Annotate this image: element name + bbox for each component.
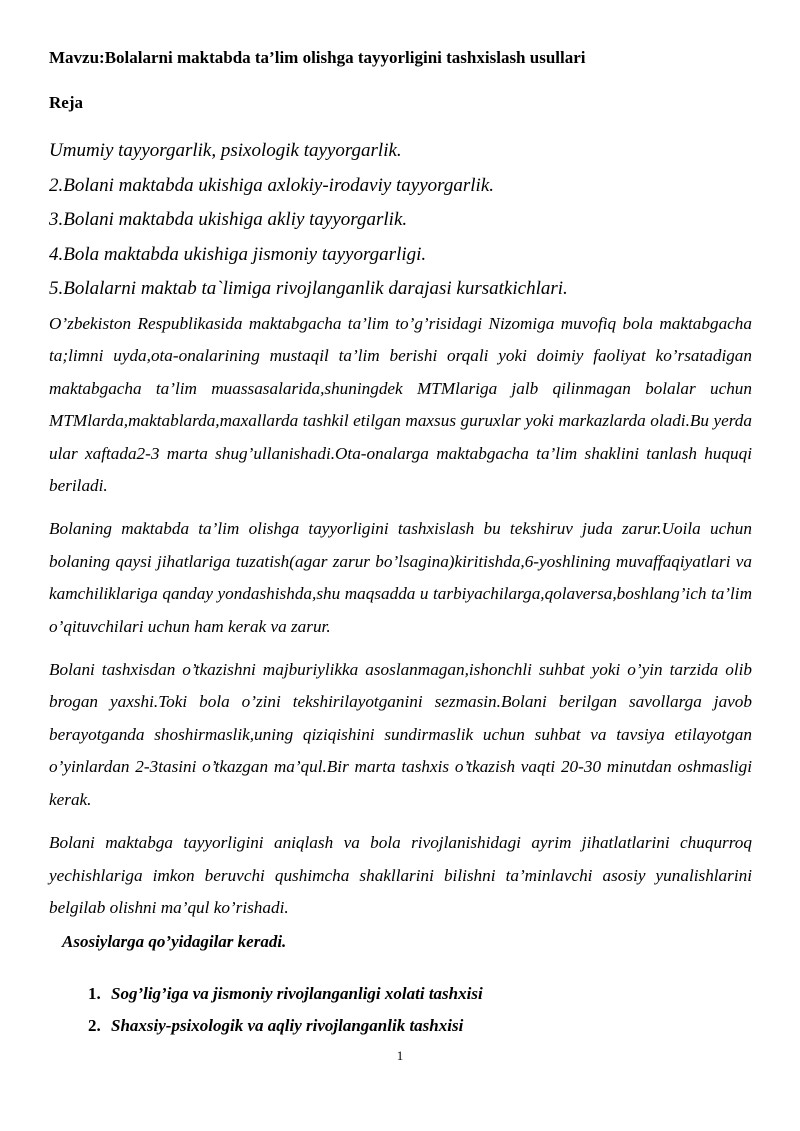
list-item-number: 2. (88, 1016, 101, 1035)
list-item (88, 978, 483, 1010)
plan-item: 3.Bolani maktabda ukishiga akliy tayyorgarlik. (49, 209, 408, 230)
list-item (88, 1010, 483, 1042)
document-title: Mavzu:Bolalarni maktabda ta’lim olishga tayyorligini tashxislash usullari (49, 48, 586, 67)
plan-item: 2.Bolani maktabda ukishiga axlokiy-irodaviy tayyorgarlik. (49, 174, 494, 196)
plan-item: 4.Bola maktabda ukishiga jismoniy tayyorgarligi. (49, 243, 427, 265)
plan-item: 5.Bolalarni maktab ta`limiga rivojlanganlik darajasi kursatkichlari. (49, 278, 568, 299)
paragraph: Bolaning maktabda ta’lim olishga tayyorligini tashxislash bu tekshiruv juda zarur.Uoila uchun bolaning qaysi jihatlariga tuzatish(agar zarur bo’lsagina)kiritishda,6-yoshlining muvaffaqiyatlari va kamchiliklariga qanday yondashishda,shu maqsadda u tarbiyachilarga,qolaversa,boshlang’ich ta’lim o’qituvchilari uchun ham kerak va zarur. (49, 519, 752, 636)
paragraph: Bolani tashxisdan o’tkazishni majburiylikka asoslanmagan,ishonchli suhbat yoki o’yin tarzida olib brogan yaxshi.Toki bola o’zini tekshirilayotganini sezmasin.Bolani berilgan savollarga javob berayotganda shoshirmaslik,uning qiziqishini sundirmaslik uchun suhbat va tavsiya etilayotgan o’yinlardan 2-3tasini o’tkazgan ma’qul.Bir marta tashxis o’tkazish vaqti 20-30 minutdan oshmasligi kerak. (49, 660, 752, 809)
numbered-list (88, 978, 483, 1042)
list-item-text: Shaxsiy-psixologik va aqliy rivojlanganlik tashxisi (111, 1016, 464, 1035)
plan-list (49, 134, 759, 307)
paragraph: Bolani maktabga tayyorligini aniqlash va bola rivojlanishidagi ayrim jihatlatlarini chuqurroq yechishlariga imkon beruvchi qushimcha shakllarini bilishni ta’minlavchi asosiy yunalishlarini belgilab olishni ma’qul ko’rishadi. (49, 833, 752, 917)
body-text (49, 308, 752, 935)
page-number: 1 (396, 1048, 404, 1063)
list-item-number: 1. (88, 984, 101, 1003)
paragraph: O’zbekiston Respublikasida maktabgacha ta’lim to’g’risidagi Nizomiga muvofiq bola maktabgacha ta;limni uyda,ota-onalarining mustaqil ta’lim berishi orqali yoki doimiy faoliyat ko’rsatadigan maktabgacha ta’lim muassasalarida,shuningdek MTMlariga jalb qilinmagan bolalar uchun MTMlarda,maktablarda,maxallarda tashkil etilgan maxsus guruxlar yoki markazlarda oladi.Bu yerda ular xaftada2-3 marta shug’ullanishadi.Ota-onalarga maktabgacha ta’lim shaklini tanlash huquqi beriladi. (49, 314, 752, 496)
subheading: Asosiylarga qo’yidagilar keradi. (62, 932, 287, 951)
plan-heading: Reja (49, 93, 83, 112)
list-item-text: Sog’lig’iga va jismoniy rivojlanganligi xolati tashxisi (111, 984, 483, 1003)
plan-item: Umumiy tayyorgarlik, psixologik tayyorgarlik. (49, 140, 402, 161)
